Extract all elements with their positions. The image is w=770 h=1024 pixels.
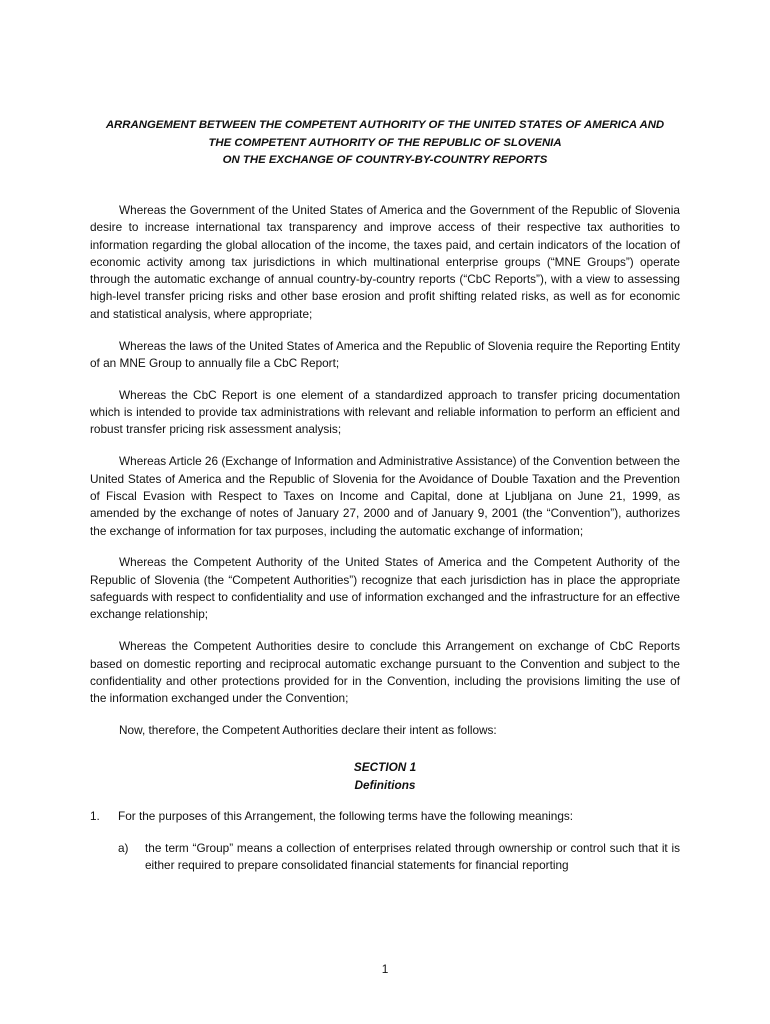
numbered-item-1 (90, 808, 680, 825)
title-line-1: ARRANGEMENT BETWEEN THE COMPETENT AUTHORITY OF THE UNITED STATES OF AMERICA AND (105, 119, 665, 131)
item-text: For the purposes of this Arrangement, the following terms have the following meanings: (118, 809, 574, 824)
paragraph-whereas-cbc-report: Whereas the CbC Report is one element of a standardized approach to transfer pricing documentation which is intended to provide tax administrations with relevant and reliable information to perform an efficient and robust transfer pricing risk assessment analysis; (90, 387, 680, 437)
paragraph-whereas-conclude: Whereas the Competent Authorities desire to conclude this Arrangement on exchange of CbC Reports based on domestic reporting and reciprocal automatic exchange pursuant to the Convention and subject to the confidentiality and other protections provided for in the Convention, including the provisions limiting the use of the information exchanged under the Convention; (90, 639, 680, 706)
section-number: SECTION 1 (353, 760, 417, 775)
sub-item-a (90, 840, 680, 875)
document-body (90, 202, 680, 874)
page-number: 1 (381, 962, 389, 976)
section-heading (90, 759, 680, 794)
document-title (90, 117, 680, 170)
title-line-3: ON THE EXCHANGE OF COUNTRY-BY-COUNTRY REPORTS (222, 154, 548, 166)
title-line-2: THE COMPETENT AUTHORITY OF THE REPUBLIC OF SLOVENIA (208, 136, 562, 149)
item-number: 1. (90, 809, 100, 824)
sub-item-letter: a) (118, 840, 129, 855)
paragraph-now-therefore: Now, therefore, the Competent Authorities declare their intent as follows: (119, 722, 497, 737)
paragraph-whereas-laws: Whereas the laws of the United States of America and the Republic of Slovenia require the Reporting Entity of an MNE Group to annually file a CbC Report; (90, 338, 680, 370)
section-name: Definitions (354, 777, 416, 792)
paragraph-whereas-government: Whereas the Government of the United States of America and the Government of the Republic of Slovenia desire to increase international tax transparency and improve access of their respective tax authorities to information regarding the global allocation of the income, the taxes paid, and certain indicators of the location of economic activity among tax jurisdictions in which multinational enterprise groups (“MNE Groups”) operate through the automatic exchange of annual country-by-country reports (“CbC Reports”), with a view to assessing high-level transfer pricing risks and other base erosion and profit shifting related risks, as well as for economic and statistical analysis, where appropriate; (90, 203, 680, 321)
paragraph-whereas-article-26: Whereas Article 26 (Exchange of Information and Administrative Assistance) of the Convention between the United States of America and the Republic of Slovenia for the Avoidance of Double Taxation and the Prevention of Fiscal Evasion with Respect to Taxes on Income and Capital, done at Ljubljana on June 21, 1999, as amended by the exchange of notes of January 27, 2000 and of January 9, 2001 (the “Convention”), authorizes the exchange of information for tax purposes, including the automatic exchange of information; (90, 454, 680, 538)
paragraph-whereas-competent-authority: Whereas the Competent Authority of the United States of America and the Competent Authority of the Republic of Slovenia (the “Competent Authorities”) recognize that each jurisdiction has in place the appropriate safeguards with respect to confidentiality and use of information exchanged and the infrastructure for an effective exchange relationship; (90, 555, 680, 622)
sub-item-text: the term “Group” means a collection of enterprises related through ownership or control such that it is either required to prepare consolidated financial statements for financial reporting (145, 840, 680, 872)
